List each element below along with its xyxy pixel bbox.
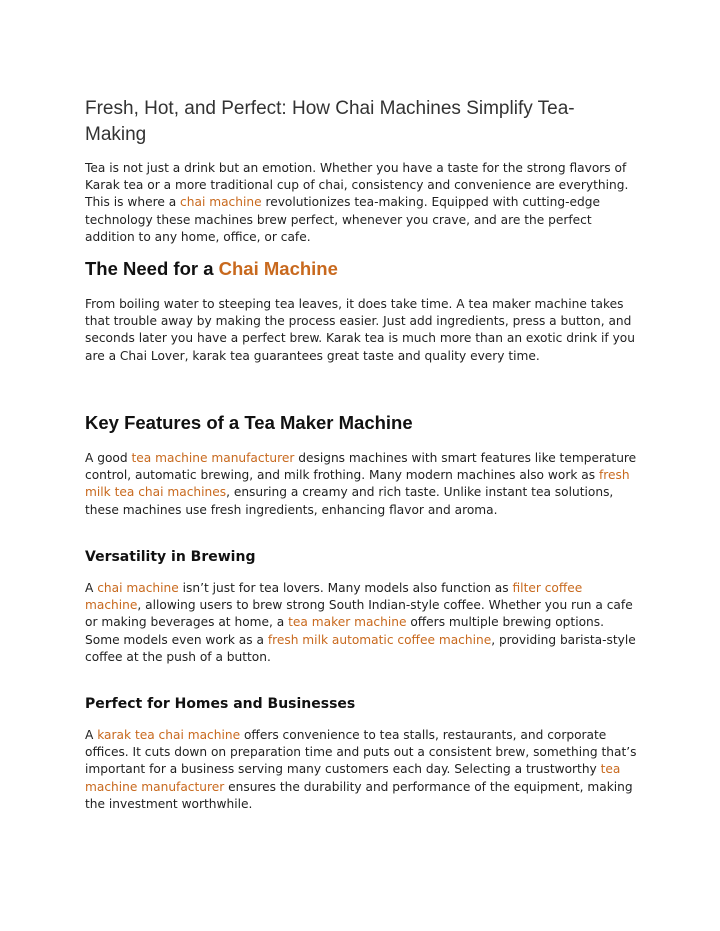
heading-need-accent: Chai Machine <box>218 258 338 279</box>
versatility-text-3: , allowing users to brew strong South Indian-style coffee. Whether you run a cafe or making beverages at home, a <box>85 598 633 630</box>
page-title: Fresh, Hot, and Perfect: How Chai Machines Simplify Tea-Making <box>85 98 575 145</box>
heading-homes-businesses: Perfect for Homes and Businesses <box>85 696 356 712</box>
link-tea-machine-manufacturer-2[interactable]: tea machine manufacturer <box>85 762 621 794</box>
features-text-2: designs machines with smart features like temperature control, automatic brewing, and milk frothing. Many modern machines also work as <box>85 451 637 483</box>
versatility-text-5: , providing barista-style coffee at the push of a button. <box>85 632 636 664</box>
versatility-text-4: offers multiple brewing options. Some models even work as a <box>85 615 604 647</box>
link-fresh-milk-tea-chai-machines[interactable]: fresh milk tea chai machines <box>85 468 630 500</box>
link-filter-coffee-machine[interactable]: filter coffee machine <box>85 581 583 613</box>
homes-text-1: A <box>85 728 98 742</box>
homes-paragraph <box>85 727 640 813</box>
heading-need-prefix: The Need for a <box>85 258 219 279</box>
features-text-3: , ensuring a creamy and rich taste. Unlike instant tea solutions, these machines use fresh ingredients, enhancing flavor and aroma. <box>85 485 614 517</box>
link-tea-maker-machine[interactable]: tea maker machine <box>288 615 407 630</box>
features-paragraph <box>85 450 640 519</box>
link-fresh-milk-automatic-coffee-machine[interactable]: fresh milk automatic coffee machine <box>267 632 492 647</box>
link-chai-machine-2[interactable]: chai machine <box>97 581 179 595</box>
link-tea-machine-manufacturer[interactable]: tea machine manufacturer <box>131 451 295 465</box>
homes-text-3: ensures the durability and performance of the equipment, making the investment worthwhile. <box>85 779 633 811</box>
versatility-text-1: A <box>85 581 98 595</box>
heading-key-features: Key Features of a Tea Maker Machine <box>85 412 413 433</box>
features-text-1: A good <box>85 451 132 465</box>
intro-paragraph <box>85 160 640 246</box>
versatility-text-2: isn’t just for tea lovers. Many models also function as <box>178 581 513 595</box>
link-chai-machine[interactable]: chai machine <box>180 195 262 210</box>
intro-text-1: Tea is not just a drink but an emotion. Whether you have a taste for the strong flavors of Karak tea or a more traditional cup of chai, consistency and convenience are everything. This is where a <box>85 161 629 210</box>
intro-text-2: revolutionizes tea-making. Equipped with cutting-edge technology these machines brew perfect, whenever you crave, and are the perfect addition to any home, office, or cafe. <box>85 195 601 244</box>
heading-versatility: Versatility in Brewing <box>85 549 256 565</box>
need-paragraph: From boiling water to steeping tea leaves, it does take time. A tea maker machine takes that trouble away by making the process easier. Just add ingredients, press a button, and seconds later you have a perfect brew. Karak tea is much more than an exotic drink if you are a Chai Lover, karak tea guarantees great taste and quality every time. <box>85 297 635 363</box>
versatility-paragraph <box>85 580 640 666</box>
heading-need <box>85 258 338 280</box>
homes-text-2: offers convenience to tea stalls, restaurants, and corporate offices. It cuts down on preparation time and puts out a consistent brew, something that’s important for a business serving many customers each day. Selecting a trustworthy <box>85 728 637 777</box>
link-karak-tea-chai-machine[interactable]: karak tea chai machine <box>97 728 241 742</box>
